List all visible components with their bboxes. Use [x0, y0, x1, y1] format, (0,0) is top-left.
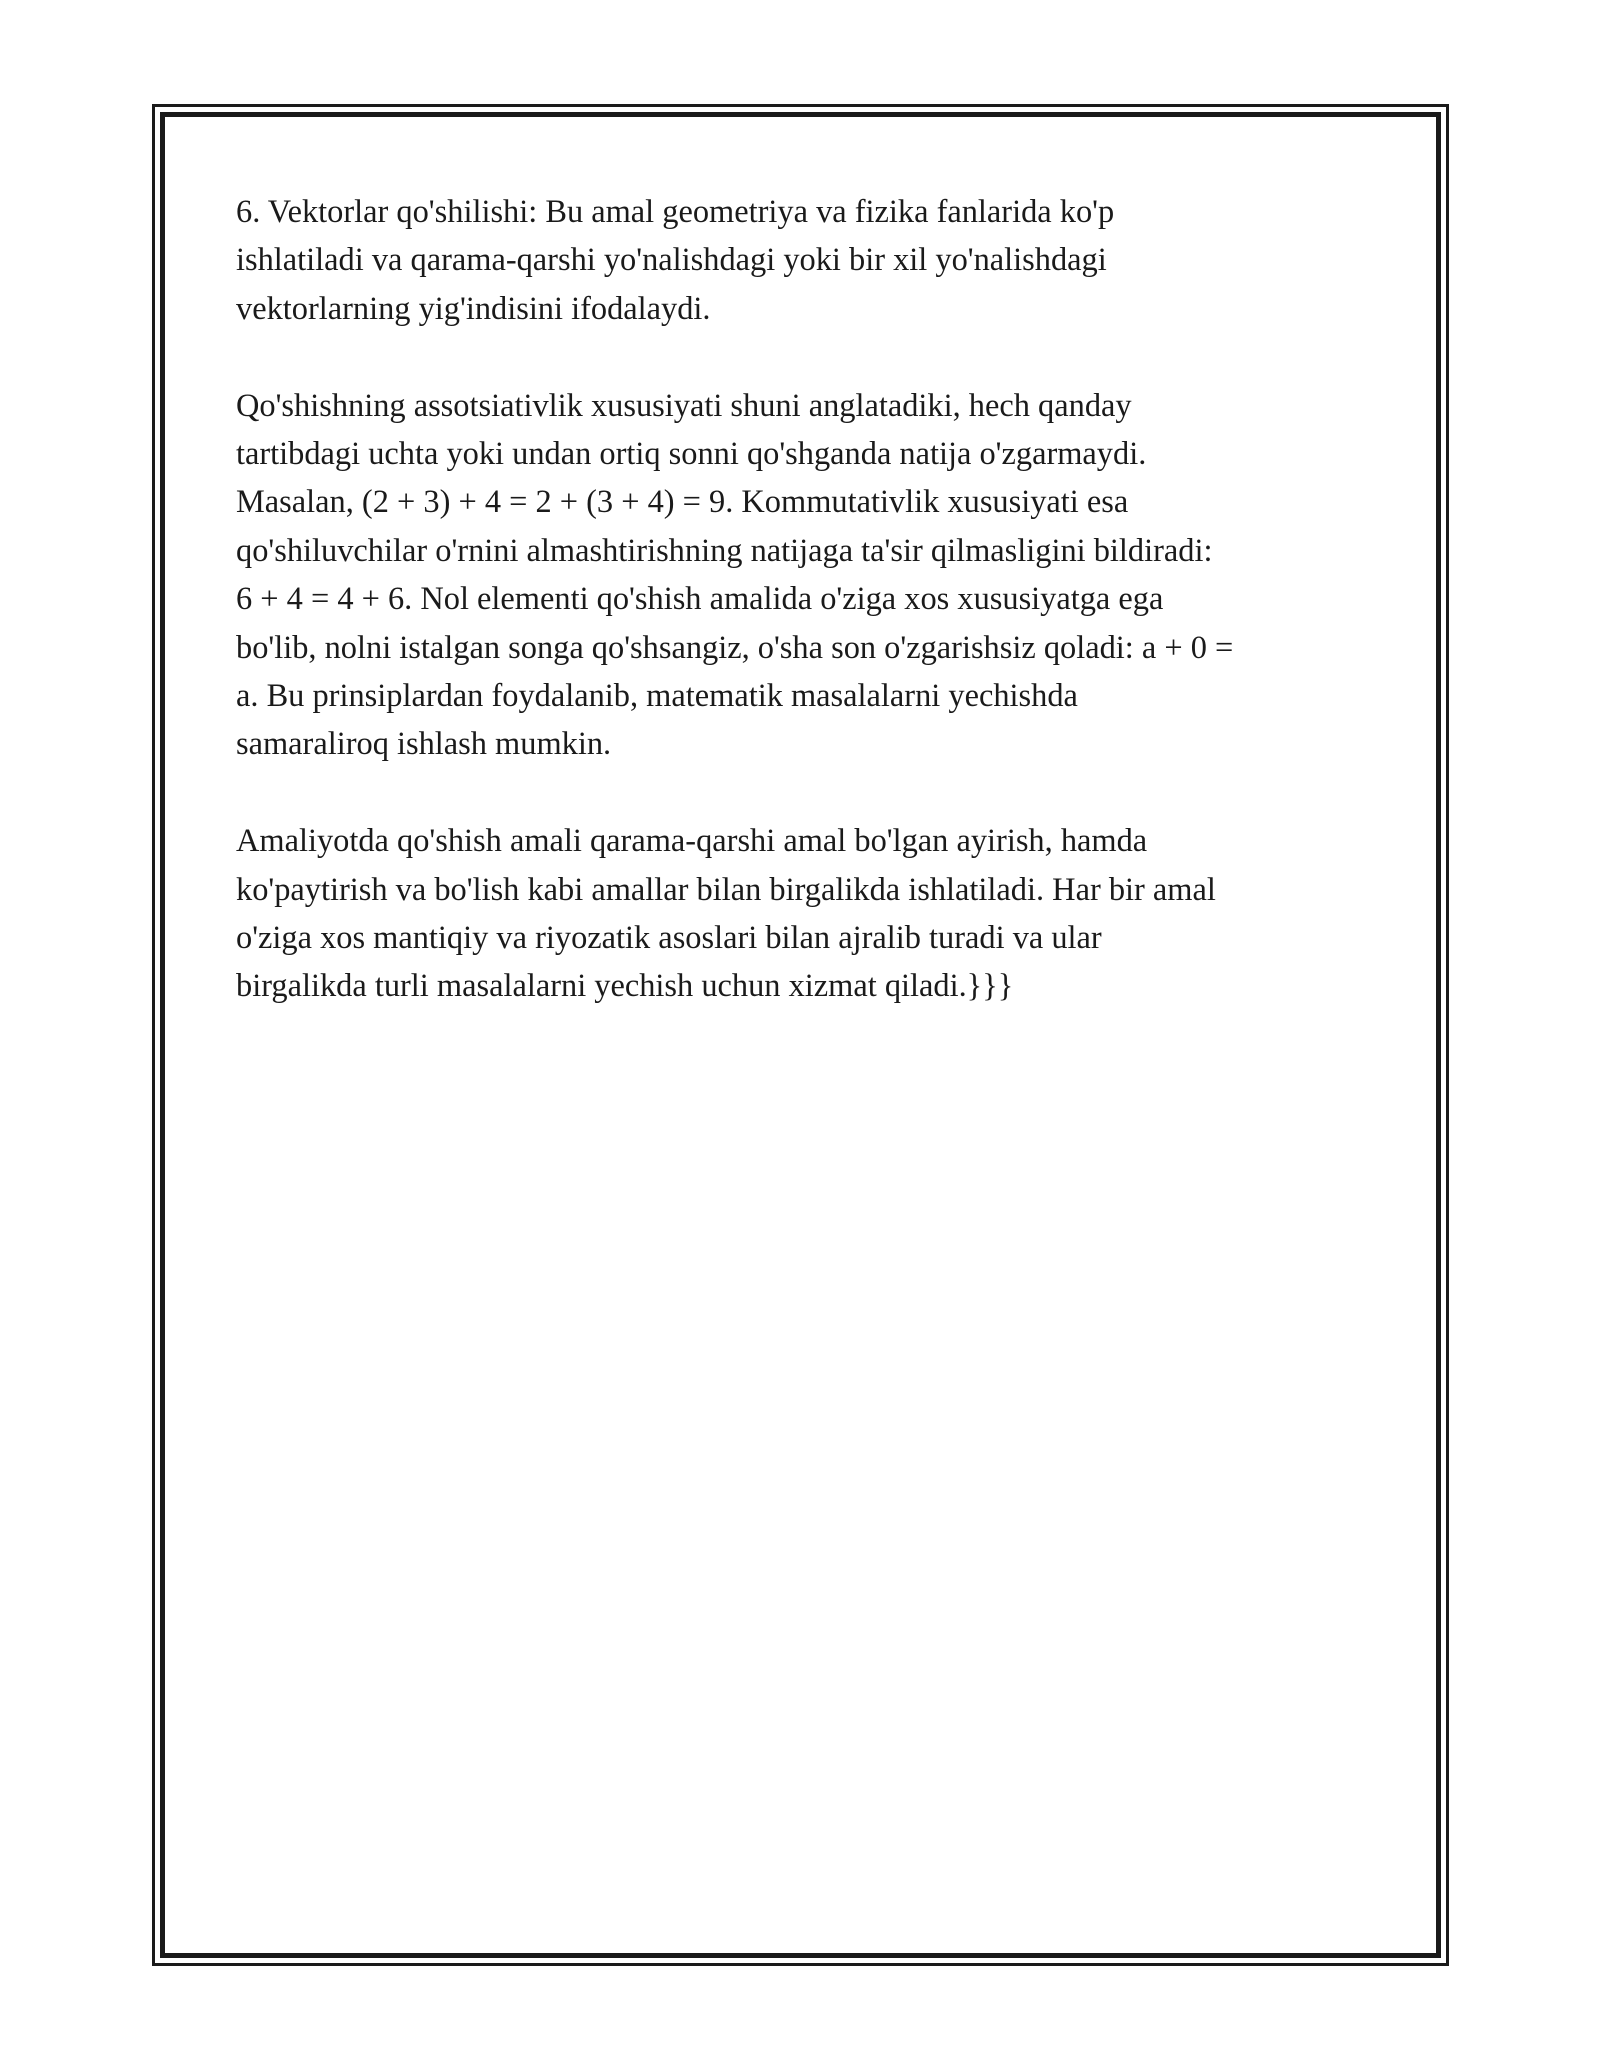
paragraph-properties [236, 382, 1376, 769]
text-line: qo'shiluvchilar o'rnini almashtirishning natijaga ta'sir qilmasligini bildiradi: [236, 532, 1213, 569]
text-line: birgalikda turli masalalarni yechish uchun xizmat qiladi.}}} [236, 968, 1014, 1005]
text-line: o'ziga xos mantiqiy va riyozatik asoslari bilan ajralib turadi va ular [236, 920, 1102, 957]
text-line: Qo'shishning assotsiativlik xususiyati shuni anglatadiki, hech qanday [236, 387, 1132, 424]
text-line: ko'paytirish va bo'lish kabi amallar bilan birgalikda ishlatiladi. Har bir amal [236, 871, 1216, 908]
text-line: bo'lib, nolni istalgan songa qo'shsangiz, o'sha son o'zgarishsiz qoladi: a + 0 = [236, 629, 1234, 666]
text-line: ishlatiladi va qarama-qarshi yo'nalishdagi yoki bir xil yo'nalishdagi [236, 242, 1107, 279]
text-line: Amaliyotda qo'shish amali qarama-qarshi amal bo'lgan ayirish, hamda [236, 823, 1148, 860]
document-body [236, 188, 1376, 1059]
text-line: samaraliroq ishlash mumkin. [236, 726, 612, 763]
text-line: Masalan, (2 + 3) + 4 = 2 + (3 + 4) = 9. Kommutativlik xususiyati esa [236, 484, 1129, 521]
paragraph-practice [236, 817, 1376, 1011]
text-line: tartibdagi uchta yoki undan ortiq sonni qo'shganda natija o'zgarmaydi. [236, 436, 1147, 473]
text-line: vektorlarning yig'indisini ifodalaydi. [236, 290, 711, 327]
text-line: a. Bu prinsiplardan foydalanib, matematik masalalarni yechishda [236, 678, 1078, 715]
text-line: 6 + 4 = 4 + 6. Nol elementi qo'shish amalida o'ziga xos xususiyatga ega [236, 581, 1164, 618]
paragraph-vectors [236, 188, 1376, 333]
text-line: 6. Vektorlar qo'shilishi: Bu amal geometriya va fizika fanlarida ko'p [236, 194, 1115, 230]
